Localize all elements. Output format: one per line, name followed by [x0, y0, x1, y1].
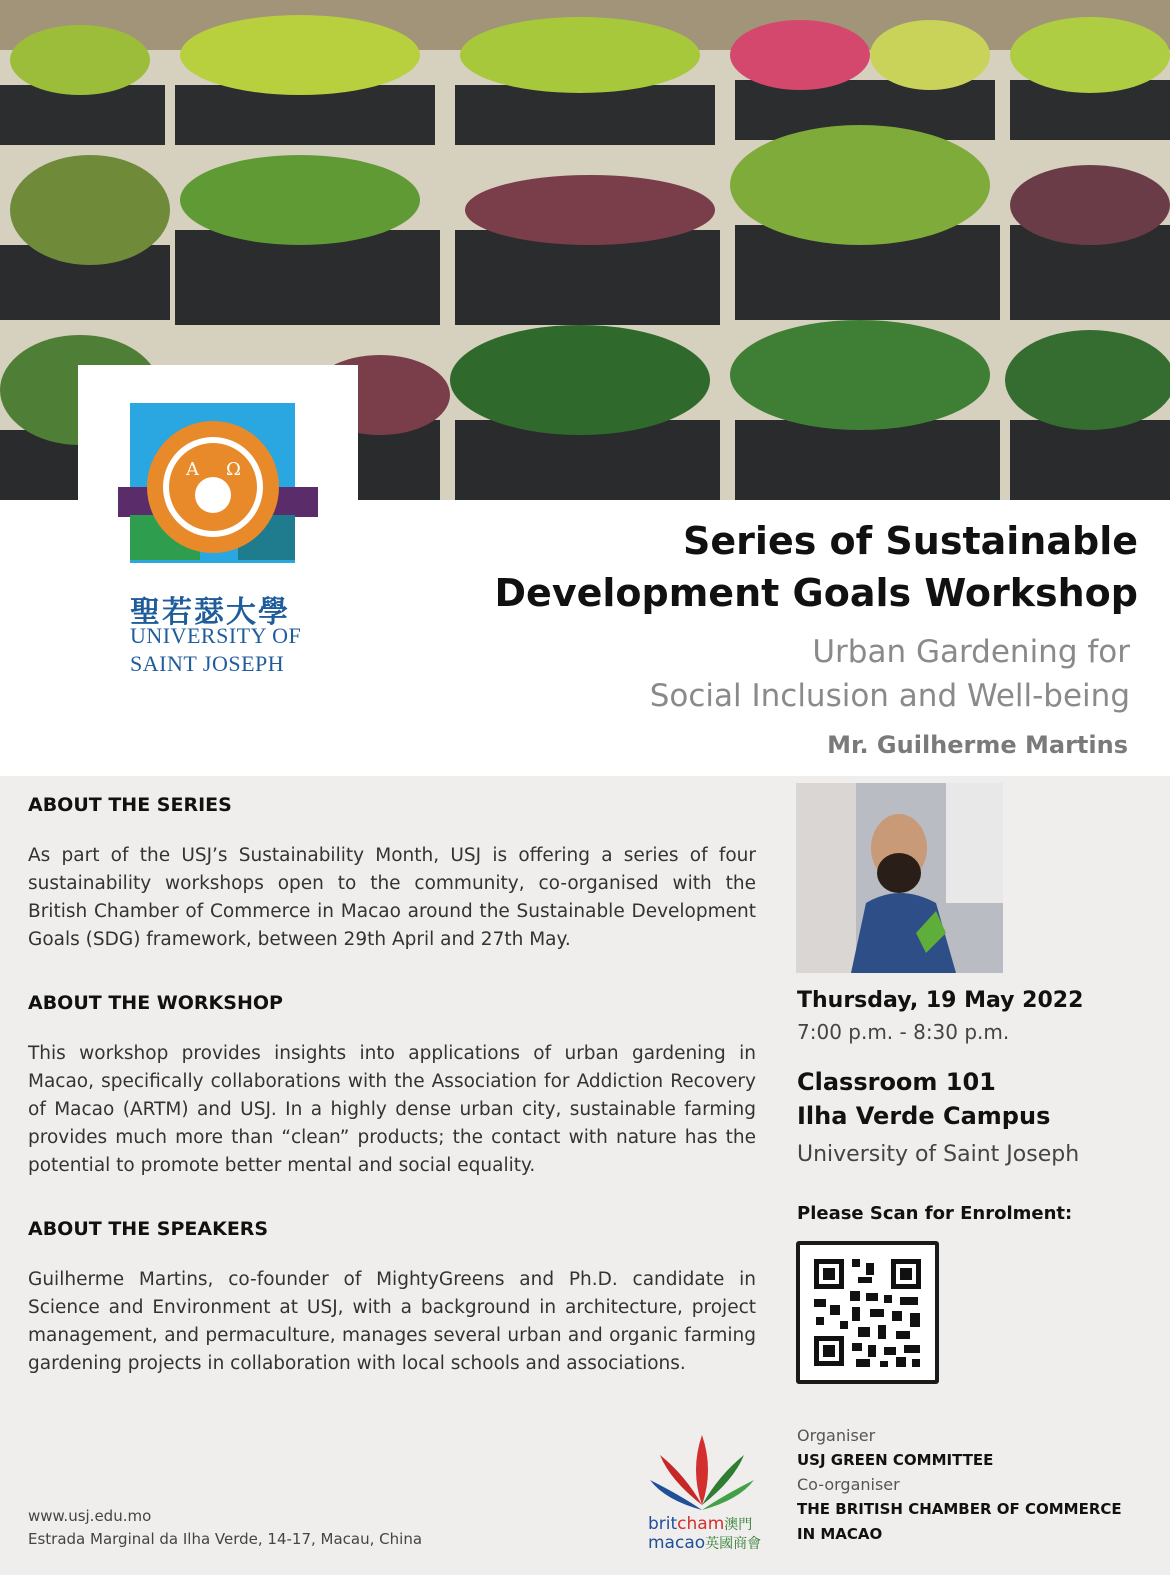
usj-seal-icon [118, 395, 318, 580]
coorganiser-label: Co-organiser [797, 1475, 900, 1494]
page-subtitle [650, 630, 1130, 718]
enrolment-qr-code[interactable] [796, 1241, 939, 1384]
page-title [495, 515, 1138, 619]
britcham-brit: brit [648, 1514, 678, 1534]
organiser-label: Organiser [797, 1426, 876, 1445]
title-line-2: Development Goals Workshop [494, 571, 1138, 615]
svg-text:A: A [186, 459, 199, 480]
qr-code-icon [800, 1245, 935, 1380]
about-workshop-heading: ABOUT THE WORKSHOP [28, 992, 283, 1014]
event-time: 7:00 p.m. - 8:30 p.m. [797, 1020, 1010, 1044]
britcham-cn-top: 澳門 [724, 1517, 753, 1533]
usj-english-name-line1: UNIVERSITY OF [130, 623, 302, 648]
event-university: University of Saint Joseph [797, 1142, 1080, 1167]
svg-text:Ω: Ω [226, 459, 241, 480]
britcham-cn-bottom: 英國商會 [705, 1536, 762, 1552]
scan-label: Please Scan for Enrolment: [797, 1203, 1073, 1224]
usj-logo [78, 365, 358, 690]
britcham-cham: cham [677, 1514, 725, 1534]
footer-website-link[interactable]: www.usj.edu.mo [28, 1507, 152, 1525]
event-room: Classroom 101 [797, 1068, 996, 1096]
about-workshop-text: This workshop provides insights into applications of urban gardening in Macao, specifically collaborations with the Association for Addiction Recovery of Macao (ARTM) and USJ. In a highly dense urban city, sustainable farming provides much more than “clean” products; the contact with nature has the potential to promote better mental and social equality. [28, 1043, 756, 1176]
speaker-name: Mr. Guilherme Martins [827, 731, 1128, 759]
usj-chinese-name: 聖若瑟大學 [130, 595, 290, 630]
about-series-heading: ABOUT THE SERIES [28, 794, 232, 816]
speaker-portrait-illustration [796, 783, 1003, 973]
footer-address: Estrada Marginal da Ilha Verde, 14-17, Macau, China [28, 1530, 423, 1548]
usj-english-name-line2: SAINT JOSEPH [130, 651, 285, 676]
britcham-wordmark-bottom [648, 1533, 761, 1553]
britcham-wordmark-top [648, 1514, 752, 1534]
about-column [28, 794, 756, 1416]
about-series-text: As part of the USJ’s Sustainability Month, USJ is offering a series of four sustainability workshops open to the community, co-organised with the British Chamber of Commerce in Macao around the Sustainable Development Goals (SDG) framework, between 29th April and 27th May. [28, 845, 756, 950]
britcham-macao: macao [648, 1533, 706, 1553]
subtitle-line-1: Urban Gardening for [812, 634, 1130, 670]
about-speakers-text: Guilherme Martins, co-founder of MightyGreens and Ph.D. candidate in Science and Environment at USJ, with a background in architecture, project management, and permaculture, manages several urban and organic farming gardening projects in collaboration with local schools and associations. [28, 1269, 756, 1374]
event-campus: Ilha Verde Campus [797, 1102, 1051, 1130]
organiser-name: USJ GREEN COMMITTEE [797, 1451, 994, 1469]
speaker-photo [796, 783, 1003, 973]
subtitle-line-2: Social Inclusion and Well-being [649, 678, 1130, 714]
event-date: Thursday, 19 May 2022 [797, 988, 1084, 1013]
title-line-1: Series of Sustainable [683, 519, 1138, 563]
coorganiser-name: THE BRITISH CHAMBER OF COMMERCE IN MACAO [797, 1500, 1122, 1543]
about-speakers-heading: ABOUT THE SPEAKERS [28, 1218, 269, 1240]
